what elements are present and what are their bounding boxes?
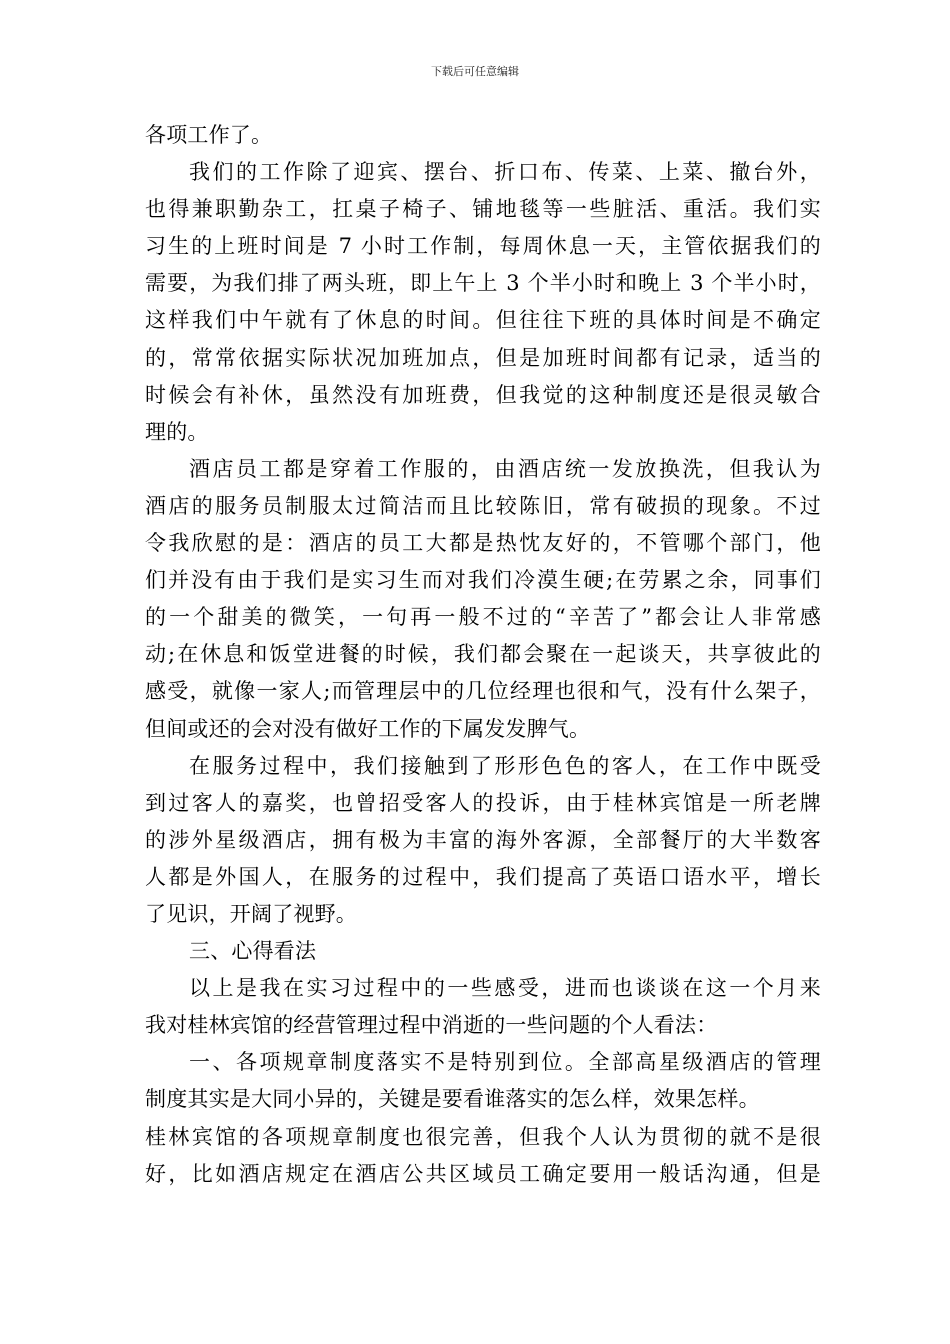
text-line: 也得兼职勤杂工，扛桌子椅子、铺地毯等一些脏活、重活。我们实 (145, 197, 821, 222)
text-line: 但间或还的会对没有做好工作的下属发发脾气。 (145, 716, 591, 741)
text-line: 们并没有由于我们是实习生而对我们冷漠生硬;在劳累之余，同事们 (145, 568, 821, 593)
text-line: 令我欣慰的是：酒店的员工大都是热忱友好的，不管哪个部门，他 (145, 531, 821, 556)
text-line: 各项工作了。 (145, 123, 273, 147)
text-line: 时候会有补休，虽然没有加班费，但我觉的这种制度还是很灵敏合 (145, 382, 821, 407)
text-line: 一、各项规章制度落实不是特别到位。全部高星级酒店的管理 (189, 1050, 821, 1075)
text-line: 在服务过程中，我们接触到了形形色色的客人，在工作中既受 (189, 753, 821, 778)
document-body (145, 117, 821, 1193)
text-line: 理的。 (145, 419, 209, 444)
text-line: 酒店员工都是穿着工作服的，由酒店统一发放换洗，但我认为 (189, 456, 821, 481)
text-line: 制度其实是大同小异的，关键是要看谁落实的怎么样，效果怎样。 (145, 1087, 760, 1112)
page-header: 下载后可任意编辑 (431, 65, 519, 78)
text-line: 酒店的服务员制服太过简洁而且比较陈旧，常有破损的现象。不过 (145, 493, 821, 518)
text-line: 感受，就像一家人;而管理层中的几位经理也很和气，没有什么架子， (145, 679, 821, 704)
text-line: 人都是外国人，在服务的过程中，我们提高了英语口语水平，增长 (145, 864, 821, 889)
text-line: 的，常常依据实际状况加班加点，但是加班时间都有记录，适当的 (145, 345, 821, 370)
text-line: 的一个甜美的微笑，一句再一般不过的“辛苦了”都会让人非常感 (145, 605, 821, 630)
text-line: 习生的上班时间是 7 小时工作制，每周休息一天，主管依据我们的 (145, 234, 821, 259)
text-line: 的涉外星级酒店，拥有极为丰富的海外客源，全部餐厅的大半数客 (145, 827, 821, 852)
text-line: 好，比如酒店规定在酒店公共区域员工确定要用一般话沟通，但是 (145, 1161, 821, 1186)
text-line: 这样我们中午就有了休息的时间。但往往下班的具体时间是不确定 (145, 308, 821, 333)
text-line: 我对桂林宾馆的经营管理过程中消逝的一些问题的个人看法： (145, 1013, 718, 1038)
text-line: 以上是我在实习过程中的一些感受，进而也谈谈在这一个月来 (189, 976, 821, 1001)
text-line: 需要，为我们排了两头班，即上午上 3 个半小时和晚上 3 个半小时， (145, 271, 821, 296)
text-line: 动;在休息和饭堂进餐的时候，我们都会聚在一起谈天，共享彼此的 (145, 642, 821, 667)
text-line: 我们的工作除了迎宾、摆台、折口布、传菜、上菜、撤台外， (189, 160, 821, 185)
text-line: 到过客人的嘉奖，也曾招受客人的投诉，由于桂林宾馆是一所老牌 (145, 790, 821, 815)
text-line: 三、心得看法 (189, 939, 317, 964)
text-line: 了见识，开阔了视野。 (145, 901, 357, 926)
text-line: 桂林宾馆的各项规章制度也很完善，但我个人认为贯彻的就不是很 (145, 1124, 821, 1149)
